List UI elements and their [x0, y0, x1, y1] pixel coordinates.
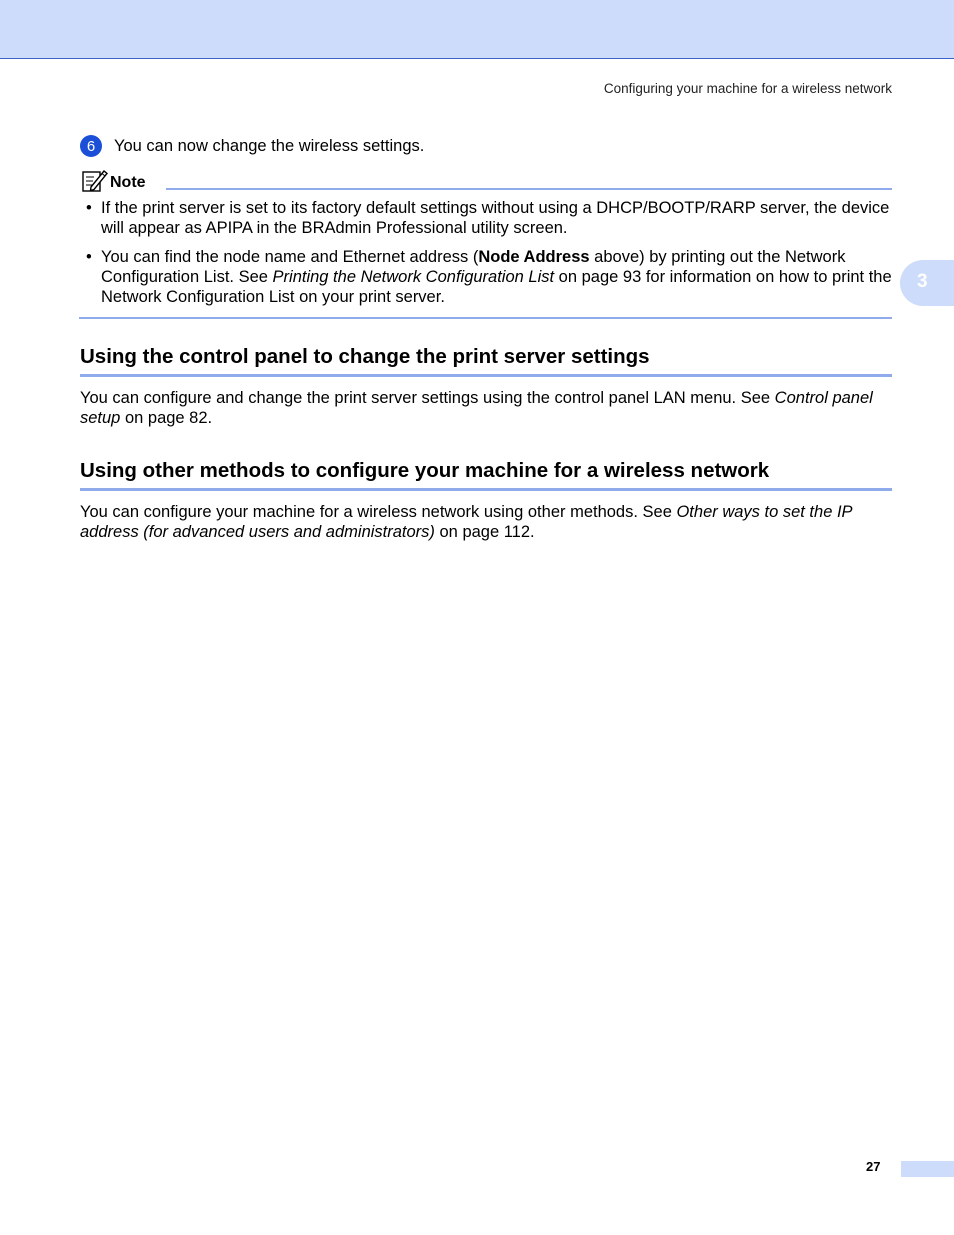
bullet-icon: • [86, 248, 92, 266]
top-header-band [0, 0, 954, 59]
note-item [80, 247, 892, 307]
note-item-text: If the print server is set to its factory default settings without using a DHCP/BOOTP/RARP server, the device will appear as APIPA in the BRAdmin Professional utility screen. [101, 199, 890, 237]
chapter-tab [900, 260, 954, 306]
section-title: Using other methods to configure your machine for a wireless network [80, 458, 892, 491]
cross-reference: Control panel setup [80, 389, 873, 427]
section-title: Using the control panel to change the print server settings [80, 344, 892, 377]
section-body-text: You can configure and change the print server settings using the control panel LAN menu. See [80, 389, 775, 407]
note-item-text-after: on page 93 for information on how to print the Network Configuration List on your print server. [101, 268, 892, 306]
step-number-badge: 6 [80, 135, 102, 157]
note-label: Note [110, 174, 146, 191]
section-body [80, 388, 892, 428]
note-divider [166, 188, 892, 190]
section-body-text: on page 82. [120, 409, 213, 427]
chapter-number: 3 [917, 271, 928, 292]
network-config-list-reference: Printing the Network Configuration List [272, 268, 555, 286]
section-body-text: on page 112. [434, 523, 535, 541]
note-pencil-icon [80, 168, 108, 192]
running-header: Configuring your machine for a wireless network [603, 81, 892, 96]
section-body [80, 502, 892, 542]
note-item-text-before: You can find the node name and Ethernet address ( [101, 248, 479, 266]
node-address-term: Node Address [478, 248, 590, 266]
note-item-text-middle: above) by printing out the Network Configuration List. See [101, 248, 846, 286]
note-item [80, 198, 892, 238]
note-list [80, 198, 892, 316]
cross-reference: Other ways to set the IP address (for advanced users and administrators) [80, 503, 852, 541]
step-item [80, 135, 892, 157]
step-text: You can now change the wireless settings. [114, 136, 425, 155]
page-footer-tab [901, 1161, 954, 1177]
note-header [80, 170, 892, 192]
note-end-divider [79, 317, 892, 319]
bullet-icon: • [86, 199, 92, 217]
page-number: 27 [866, 1159, 881, 1174]
section-body-text: You can configure your machine for a wireless network using other methods. See [80, 503, 677, 521]
